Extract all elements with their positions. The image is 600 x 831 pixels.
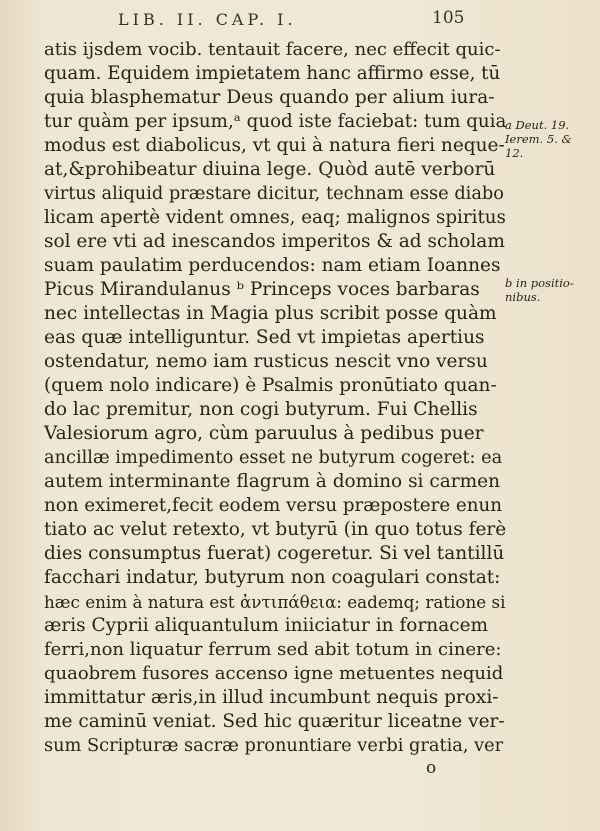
text-line: do lac premitur, non cogi butyrum. Fui Chellis xyxy=(44,399,478,420)
text-line: licam apertè vident omnes, eaq; malignos spiritus xyxy=(44,207,506,228)
margin-note-line: 12. xyxy=(505,146,524,160)
text-line: Picus Mirandulanus ᵇ Princeps voces barbaras xyxy=(44,279,480,300)
margin-note-line: Ierem. 5. & xyxy=(505,132,572,146)
text-line: hæc enim à natura est ἀντιπάθεια: eademq; ratione si xyxy=(44,592,506,612)
text-line: Valesiorum agro, cùm paruulus à pedibus puer xyxy=(44,423,484,444)
text-line: dies consumptus fuerat) cogeretur. Si vel tantillū xyxy=(44,543,505,564)
text-line: non eximeret,fecit eodem versu præpostere enun xyxy=(44,495,502,516)
text-line: modus est diabolicus, vt qui à natura fieri neque- xyxy=(44,135,505,156)
text-line: immittatur æris,in illud incumbunt nequis proxi- xyxy=(44,687,499,708)
text-line: facchari indatur, butyrum non coagulari constat: xyxy=(44,567,501,588)
page-number: 105 xyxy=(432,8,465,28)
text-line: tiato ac velut retexto, vt butyrū (in quo totus ferè xyxy=(44,519,507,540)
text-line: sum Scripturæ sacræ pronuntiare verbi gratia, ver xyxy=(44,736,504,756)
text-line: virtus aliquid præstare dicitur, technam esse diabo xyxy=(44,184,504,204)
margin-note-b xyxy=(505,276,574,304)
text-line: at,&prohibeatur diuina lege. Quòd autē verborū xyxy=(44,159,496,180)
text-line: atis ijsdem vocib. tentauit facere, nec effecit quic- xyxy=(44,39,501,60)
text-line: ancillæ impedimento esset ne butyrum cogeret: ea xyxy=(44,448,503,468)
text-line: suam paulatim perducendos: nam etiam Ioannes xyxy=(44,255,501,276)
running-head: LIB. II. CAP. I. xyxy=(118,10,297,29)
text-line: nec intellectas in Magia plus scribit posse quàm xyxy=(44,303,497,324)
catchword: o xyxy=(426,758,437,778)
margin-note-line: in positio- xyxy=(516,276,574,290)
margin-note-line: nibus. xyxy=(505,290,541,304)
margin-note-line: Deut. 19. xyxy=(515,118,570,132)
text-line: ostendatur, nemo iam rusticus nescit vno versu xyxy=(44,351,488,372)
margin-note-a xyxy=(505,118,572,160)
text-line: eas quæ intelliguntur. Sed vt impietas apertius xyxy=(44,327,485,348)
text-line: me caminū veniat. Sed hic quæritur liceatne ver- xyxy=(44,711,505,732)
margin-note-marker: a xyxy=(505,118,512,132)
text-line: quia blasphematur Deus quando per alium iura- xyxy=(44,87,495,108)
text-line: sol ere vti ad inescandos imperitos & ad scholam xyxy=(44,231,505,252)
text-line: quam. Equidem impietatem hanc affirmo esse, tū xyxy=(44,63,501,84)
text-line: ferri,non liquatur ferrum sed abit totum in cinere: xyxy=(44,639,502,660)
text-line: quaobrem fusores accenso igne metuentes nequid xyxy=(44,663,504,684)
text-line: æris Cyprii aliquantulum iniiciatur in fornacem xyxy=(44,615,489,636)
text-line: tur quàm per ipsum,ᵃ quod iste faciebat: tum quia xyxy=(44,111,507,132)
margin-note-marker: b xyxy=(505,276,513,290)
text-line: (quem nolo indicare) è Psalmis pronūtiato quan- xyxy=(44,375,497,396)
text-line: autem interminante flagrum à domino si carmen xyxy=(44,471,500,492)
